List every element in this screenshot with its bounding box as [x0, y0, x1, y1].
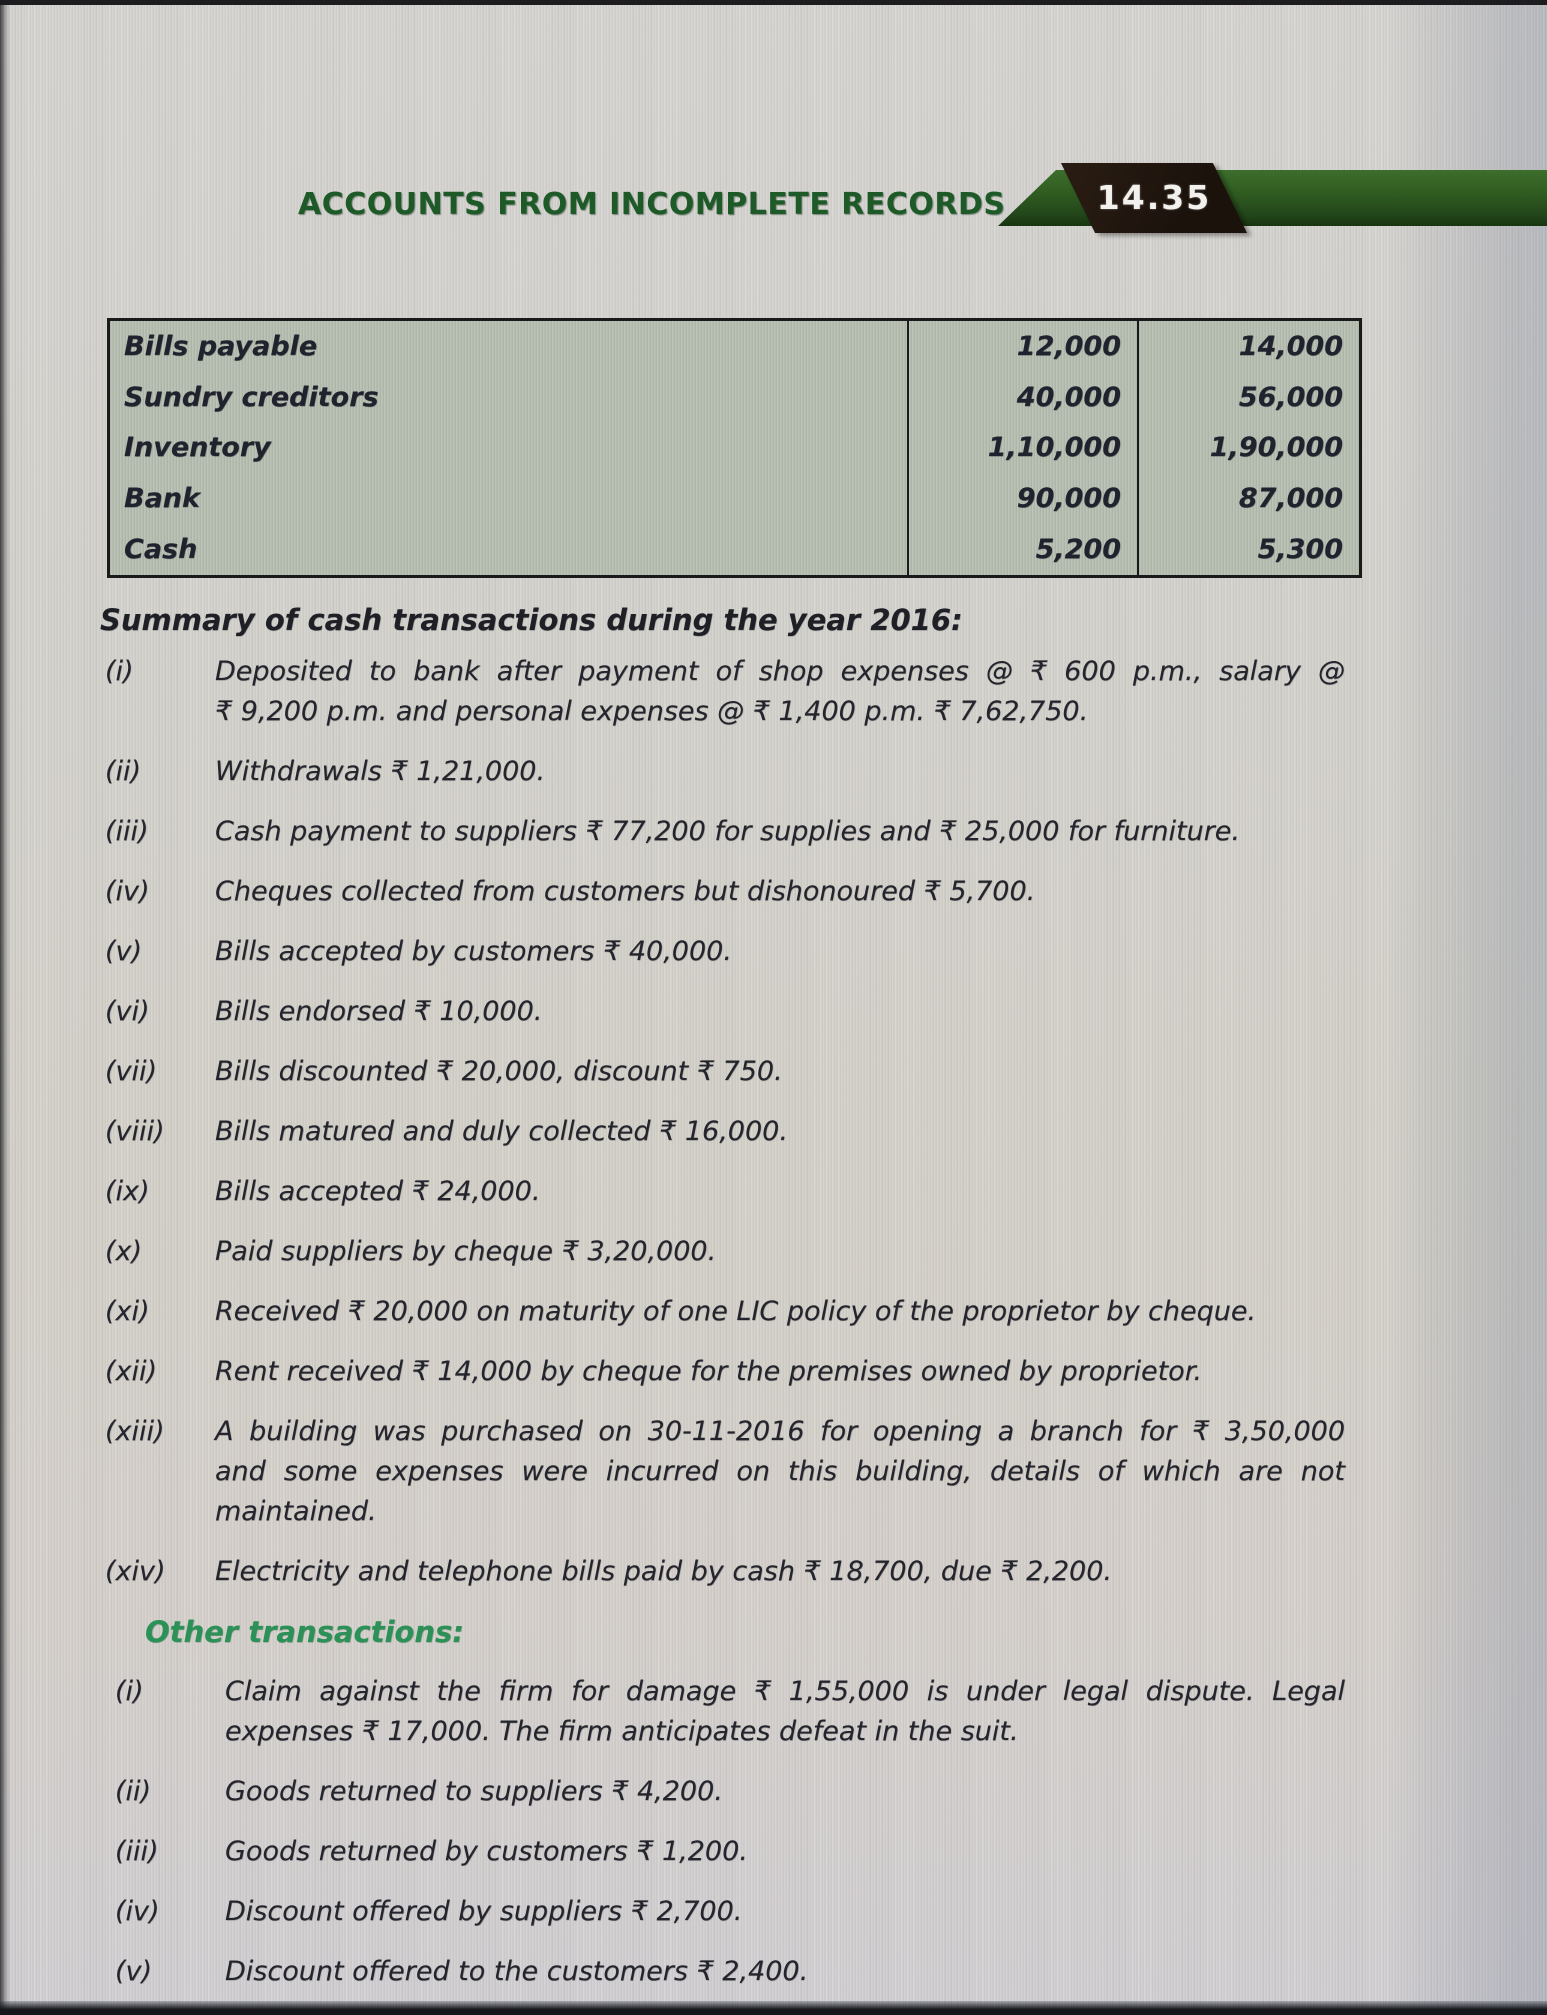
item-text: Claim against the firm for damage ₹ 1,55,000 is under legal dispute. Legal expenses ₹ 17,000. The firm anticipates defeat in the suit.	[225, 1676, 1345, 1747]
page-number: 14.35	[1096, 178, 1212, 217]
item-marker: (xiv)	[105, 1556, 166, 1587]
transaction-item	[100, 1892, 1345, 1932]
item-marker: (vii)	[105, 1056, 158, 1087]
transaction-item	[100, 652, 1345, 732]
transaction-item	[100, 1772, 1345, 1812]
transaction-item	[100, 1352, 1345, 1392]
transaction-item	[100, 1232, 1345, 1272]
item-marker: (i)	[105, 656, 134, 687]
item-text: Bills matured and duly collected ₹ 16,000.	[215, 1116, 788, 1147]
table-row	[110, 524, 1359, 575]
item-text: Received ₹ 20,000 on maturity of one LIC policy of the proprietor by cheque.	[215, 1296, 1257, 1327]
photo-edge-top	[0, 0, 1547, 5]
other-transactions-heading: Other transactions:	[145, 1615, 464, 1649]
item-text: Bills accepted by customers ₹ 40,000.	[215, 936, 732, 967]
amount-col2: 5,300	[1137, 524, 1359, 575]
transaction-item	[100, 1412, 1345, 1532]
item-text: Discount offered by suppliers ₹ 2,700.	[225, 1896, 743, 1927]
row-label: Cash	[124, 534, 198, 566]
transaction-item	[100, 1952, 1345, 1992]
amount-col1: 5,200	[907, 524, 1137, 575]
item-text: Goods returned by customers ₹ 1,200.	[225, 1836, 748, 1867]
table-row	[110, 473, 1359, 524]
item-marker: (iv)	[105, 876, 150, 907]
item-text: Paid suppliers by cheque ₹ 3,20,000.	[215, 1236, 717, 1267]
row-label: Bills payable	[124, 330, 318, 362]
item-text: Deposited to bank after payment of shop expenses @ ₹ 600 p.m., salary @ ₹ 9,200 p.m. and personal expenses @ ₹ 1,400 p.m. ₹ 7,62,750.	[215, 656, 1345, 727]
transaction-item	[100, 1672, 1345, 1752]
item-marker: (xiii)	[105, 1416, 165, 1447]
transaction-item	[100, 1832, 1345, 1872]
balances-table	[107, 318, 1362, 578]
amount-col2: 14,000	[1137, 321, 1359, 372]
amount-col1: 90,000	[907, 473, 1137, 524]
transaction-item	[100, 752, 1345, 792]
item-text: Discount offered to the customers ₹ 2,400.	[225, 1956, 809, 1987]
item-marker: (v)	[115, 1956, 153, 1987]
photo-edge-bottom	[0, 2001, 1547, 2015]
item-marker: (xii)	[105, 1356, 158, 1387]
page-title: ACCOUNTS FROM INCOMPLETE RECORDS	[298, 187, 1006, 222]
photo-edge-left	[0, 0, 10, 2015]
item-marker: (vi)	[105, 996, 150, 1027]
amount-col1: 40,000	[907, 372, 1137, 423]
item-marker: (iii)	[115, 1836, 159, 1867]
item-text: Bills endorsed ₹ 10,000.	[215, 996, 543, 1027]
table-row	[110, 423, 1359, 474]
transaction-item	[100, 1552, 1345, 1592]
table-row	[110, 321, 1359, 372]
row-label: Bank	[124, 483, 200, 515]
transaction-item	[100, 932, 1345, 972]
row-label: Sundry creditors	[124, 381, 379, 413]
item-text: Rent received ₹ 14,000 by cheque for the premises owned by proprietor.	[215, 1356, 1202, 1387]
item-marker: (ii)	[105, 756, 142, 787]
transaction-item	[100, 1172, 1345, 1212]
transaction-item	[100, 872, 1345, 912]
transactions-section	[100, 600, 1345, 2012]
item-text: Cheques collected from customers but dishonoured ₹ 5,700.	[215, 876, 1036, 907]
transaction-item	[100, 1292, 1345, 1332]
summary-heading: Summary of cash transactions during the year 2016:	[100, 603, 963, 637]
item-text: Electricity and telephone bills paid by cash ₹ 18,700, due ₹ 2,200.	[215, 1556, 1112, 1587]
item-marker: (x)	[105, 1236, 143, 1267]
photo-edge-right-shade	[1387, 0, 1547, 2015]
item-text: A building was purchased on 30-11-2016 for opening a branch for ₹ 3,50,000 and some expenses were incurred on this building, details of which are not maintained.	[215, 1416, 1345, 1527]
item-marker: (iii)	[105, 816, 149, 847]
amount-col1: 12,000	[907, 321, 1137, 372]
item-text: Bills discounted ₹ 20,000, discount ₹ 750.	[215, 1056, 783, 1087]
item-text: Cash payment to suppliers ₹ 77,200 for supplies and ₹ 25,000 for furniture.	[215, 816, 1240, 847]
item-marker: (i)	[115, 1676, 144, 1707]
table-row	[110, 372, 1359, 423]
item-marker: (viii)	[105, 1116, 165, 1147]
item-marker: (xi)	[105, 1296, 150, 1327]
item-marker: (ix)	[105, 1176, 150, 1207]
item-marker: (iv)	[115, 1896, 160, 1927]
item-text: Withdrawals ₹ 1,21,000.	[215, 756, 546, 787]
item-marker: (ii)	[115, 1776, 152, 1807]
amount-col2: 87,000	[1137, 473, 1359, 524]
transaction-item	[100, 812, 1345, 852]
transaction-item	[100, 1052, 1345, 1092]
item-text: Bills accepted ₹ 24,000.	[215, 1176, 541, 1207]
amount-col2: 1,90,000	[1137, 423, 1359, 474]
amount-col2: 56,000	[1137, 372, 1359, 423]
transaction-item	[100, 992, 1345, 1032]
item-text: Goods returned to suppliers ₹ 4,200.	[225, 1776, 723, 1807]
item-marker: (v)	[105, 936, 143, 967]
amount-col1: 1,10,000	[907, 423, 1137, 474]
row-label: Inventory	[124, 432, 271, 464]
page-number-badge	[1061, 163, 1247, 233]
transaction-item	[100, 1112, 1345, 1152]
